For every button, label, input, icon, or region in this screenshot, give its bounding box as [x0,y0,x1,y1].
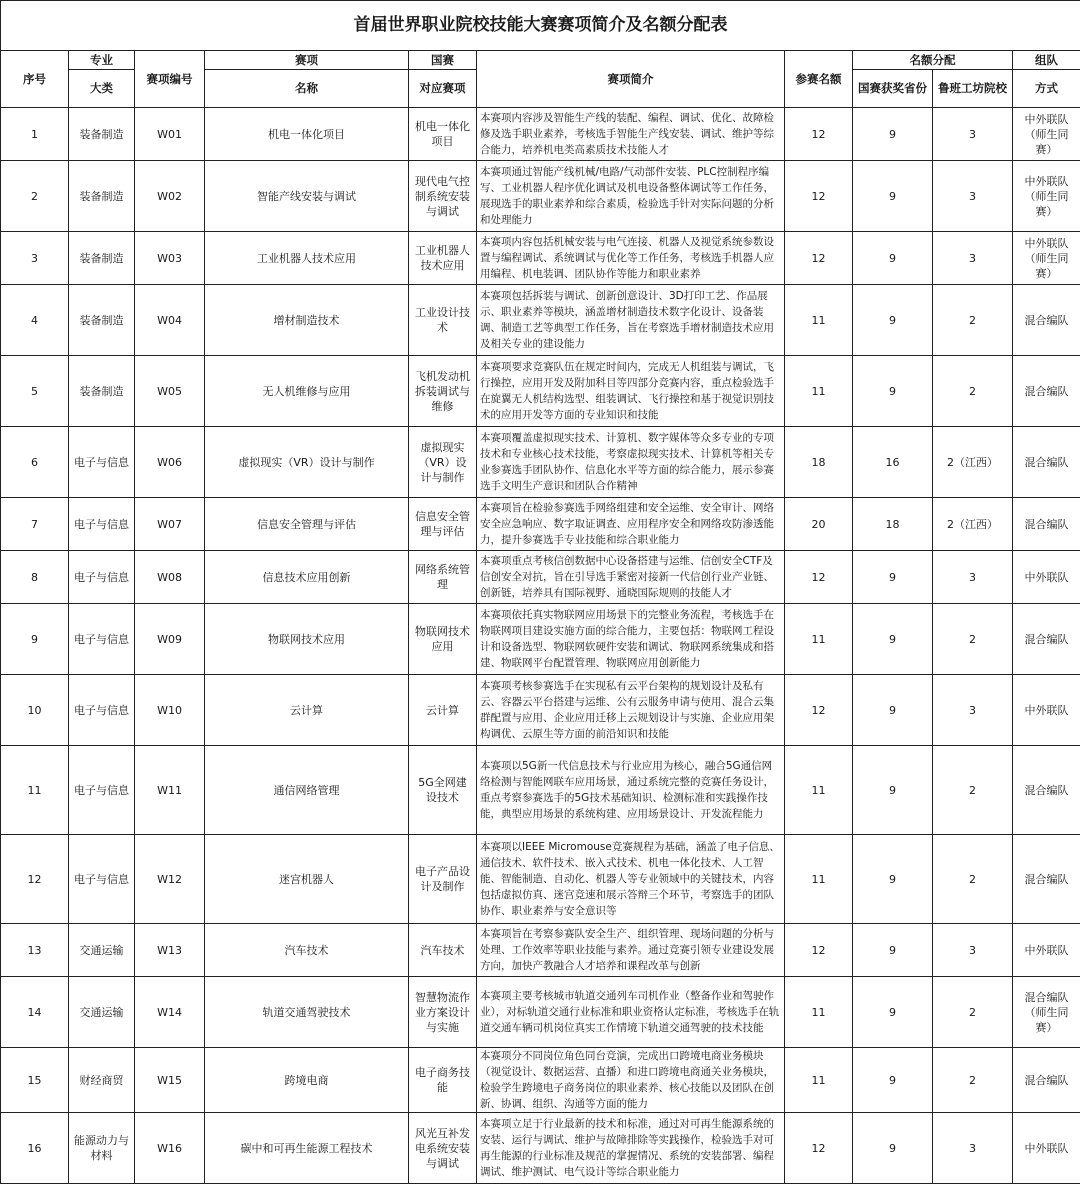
cell-quota-luban: 3 [933,924,1013,977]
cell-count: 12 [785,924,853,977]
cell-major: 装备制造 [69,285,135,356]
cell-major: 电子与信息 [69,746,135,835]
cell-seq: 3 [1,232,69,285]
cell-major: 装备制造 [69,232,135,285]
cell-code: W06 [135,427,205,498]
cell-quota-luban: 3 [933,551,1013,604]
cell-team: 混合编队 [1013,427,1080,498]
cell-name: 机电一体化项目 [205,108,409,161]
header-event-top: 赛项 [205,51,409,70]
cell-count: 11 [785,835,853,924]
cell-name: 轨道交通驾驶技术 [205,977,409,1048]
table-row [1,1113,1080,1184]
cell-major: 能源动力与材料 [69,1113,135,1184]
cell-national: 电子商务技能 [409,1048,477,1113]
cell-team: 中外联队（师生同赛） [1013,161,1080,232]
cell-national: 信息安全管理与评估 [409,498,477,551]
cell-major: 电子与信息 [69,604,135,675]
cell-major: 装备制造 [69,108,135,161]
cell-code: W13 [135,924,205,977]
cell-quota-national: 9 [853,604,933,675]
cell-quota-national: 9 [853,924,933,977]
cell-intro: 本赛项通过智能产线机械/电路/气动部件安装、PLC控制程序编写、工业机器人程序优化调试及机电设备整体调试等工作任务，展现选手的职业素养和综合素质，检验选手针对实际问题的分析和处理能力 [477,161,785,232]
header-quota: 名额分配 [853,51,1013,70]
cell-team: 混合编队 [1013,356,1080,427]
cell-name: 汽车技术 [205,924,409,977]
table-row [1,977,1080,1048]
cell-name: 增材制造技术 [205,285,409,356]
cell-national: 汽车技术 [409,924,477,977]
cell-major: 交通运输 [69,977,135,1048]
cell-name: 跨境电商 [205,1048,409,1113]
cell-national: 物联网技术应用 [409,604,477,675]
cell-code: W09 [135,604,205,675]
cell-team: 中外联队（师生同赛） [1013,108,1080,161]
header-national-top: 国赛 [409,51,477,70]
table-row [1,1048,1080,1113]
cell-major: 电子与信息 [69,551,135,604]
cell-count: 12 [785,108,853,161]
cell-team: 中外联队 [1013,551,1080,604]
cell-seq: 13 [1,924,69,977]
cell-quota-luban: 2 [933,285,1013,356]
cell-name: 虚拟现实（VR）设计与制作 [205,427,409,498]
cell-count: 11 [785,604,853,675]
table-row [1,427,1080,498]
cell-quota-national: 9 [853,977,933,1048]
cell-national: 云计算 [409,675,477,746]
table-row [1,232,1080,285]
cell-count: 12 [785,551,853,604]
cell-quota-national: 9 [853,746,933,835]
cell-name: 云计算 [205,675,409,746]
cell-intro: 本赛项要求竞赛队伍在规定时间内，完成无人机组装与调试，飞行操控，应用开发及附加科目等四部分竞赛内容，重点检验选手在旋翼无人机结构选型、组装调试、飞行操控和基于视觉识别技术的应用开发等方面的专业知识和技能 [477,356,785,427]
cell-count: 12 [785,1113,853,1184]
cell-quota-luban: 2 [933,356,1013,427]
cell-name: 信息技术应用创新 [205,551,409,604]
cell-count: 12 [785,232,853,285]
cell-intro: 本赛项内容涉及智能生产线的装配、编程、调试、优化、故障检修及选手职业素养，考核选手智能生产线安装、调试、维护等综合能力，培养机电类高素质技术技能人才 [477,108,785,161]
cell-team: 混合编队 [1013,498,1080,551]
table-row [1,356,1080,427]
cell-seq: 8 [1,551,69,604]
cell-code: W16 [135,1113,205,1184]
cell-team: 中外联队 [1013,675,1080,746]
cell-major: 装备制造 [69,161,135,232]
cell-quota-luban: 2（江西） [933,427,1013,498]
cell-name: 无人机维修与应用 [205,356,409,427]
cell-quota-national: 9 [853,108,933,161]
cell-count: 11 [785,356,853,427]
header-code: 赛项编号 [135,51,205,108]
cell-code: W10 [135,675,205,746]
cell-quota-luban: 3 [933,108,1013,161]
cell-intro: 本赛项主要考核城市轨道交通列车司机作业（整备作业和驾驶作业），对标轨道交通行业标准和职业资格认定标准，考核选手在轨道交通车辆司机岗位真实工作情境下轨道交通驾驶的技术技能 [477,977,785,1048]
header-intro: 赛项简介 [477,51,785,108]
table-row [1,675,1080,746]
cell-team: 混合编队 [1013,285,1080,356]
cell-intro: 本赛项分不同岗位角色同台竞演，完成出口跨境电商业务模块（视觉设计、数据运营、直播）和进口跨境电商通关业务模块，检验学生跨境电子商务岗位的职业素养、核心技能以及团队在创新、协调、组织、沟通等方面的能力 [477,1048,785,1113]
cell-name: 工业机器人技术应用 [205,232,409,285]
cell-quota-national: 9 [853,835,933,924]
cell-name: 碳中和可再生能源工程技术 [205,1113,409,1184]
cell-seq: 12 [1,835,69,924]
cell-code: W02 [135,161,205,232]
cell-team: 混合编队 [1013,604,1080,675]
cell-code: W07 [135,498,205,551]
cell-code: W11 [135,746,205,835]
cell-major: 交通运输 [69,924,135,977]
cell-seq: 16 [1,1113,69,1184]
cell-seq: 11 [1,746,69,835]
cell-quota-luban: 2 [933,1048,1013,1113]
cell-major: 电子与信息 [69,835,135,924]
cell-seq: 15 [1,1048,69,1113]
cell-count: 12 [785,675,853,746]
header-team-bottom: 方式 [1013,70,1080,108]
cell-code: W05 [135,356,205,427]
cell-seq: 7 [1,498,69,551]
header-major-top: 专业 [69,51,135,70]
cell-major: 电子与信息 [69,498,135,551]
cell-intro: 本赛项以IEEE Micromouse竞赛规程为基础，涵盖了电子信息、通信技术、软件技术、嵌入式技术、机电一体化技术、人工智能、智能制造、自动化、机器人等专业领域中的关键技术，内容包括虚拟仿真、迷宫竞速和展示答辩三个环节，考察选手的团队协作、职业素养与安全意识等 [477,835,785,924]
cell-team: 中外联队（师生同赛） [1013,232,1080,285]
cell-seq: 6 [1,427,69,498]
cell-national: 工业设计技术 [409,285,477,356]
cell-national: 飞机发动机拆装调试与维修 [409,356,477,427]
cell-intro: 本赛项以5G新一代信息技术与行业应用为核心，融合5G通信网络检测与智能网联车应用场景，通过系统完整的竞赛任务设计，重点考察参赛选手的5G技术基础知识、检测标准和实践操作技能，典型应用场景的系统构建、应用场景设计、开发流程能力 [477,746,785,835]
cell-intro: 本赛项覆盖虚拟现实技术、计算机、数字媒体等众多专业的专项技术和专业核心技术技能，考察虚拟现实技术、计算机等相关专业参赛选手团队协作、信息化水平等方面的综合能力，展示参赛选手文明生产意识和团队合作精神 [477,427,785,498]
cell-quota-national: 9 [853,1048,933,1113]
cell-quota-luban: 2 [933,835,1013,924]
cell-quota-national: 9 [853,1113,933,1184]
cell-national: 5G全网建设技术 [409,746,477,835]
cell-seq: 5 [1,356,69,427]
table-row [1,285,1080,356]
cell-code: W04 [135,285,205,356]
cell-national: 网络系统管理 [409,551,477,604]
cell-team: 混合编队 [1013,1048,1080,1113]
header-seq: 序号 [1,51,69,108]
header-event-bottom: 名称 [205,70,409,108]
cell-intro: 本赛项旨在检验参赛选手网络组建和安全运维、安全审计、网络安全应急响应、数字取证调查、应用程序安全和网络攻防渗透能力，提升参赛选手专业技能和综合职业能力 [477,498,785,551]
cell-intro: 本赛项包括拆装与调试、创新创意设计、3D打印工艺、作品展示、职业素养等模块，涵盖增材制造技术数字化设计、设备装调、制造工艺等典型工作任务，旨在考察选手增材制造技术应用及相关专业的建设能力 [477,285,785,356]
cell-intro: 本赛项考核参赛选手在实现私有云平台架构的规划设计及私有云、容器云平台搭建与运维、公有云服务申请与使用、混合云集群配置与应用、企业应用迁移上云规划设计与实施、企业应用架构调优、云原生等方面的前沿知识和技能 [477,675,785,746]
cell-quota-national: 18 [853,498,933,551]
cell-national: 机电一体化项目 [409,108,477,161]
cell-national: 虚拟现实（VR）设计与制作 [409,427,477,498]
cell-code: W14 [135,977,205,1048]
cell-quota-national: 9 [853,356,933,427]
cell-quota-luban: 2（江西） [933,498,1013,551]
cell-count: 12 [785,161,853,232]
cell-team: 中外联队 [1013,1113,1080,1184]
cell-quota-national: 16 [853,427,933,498]
table-row [1,924,1080,977]
header-team-top: 组队 [1013,51,1080,70]
table-row [1,551,1080,604]
cell-intro: 本赛项依托真实物联网应用场景下的完整业务流程，考核选手在物联网项目建设实施方面的综合能力，主要包括：物联网工程设计和设备选型、物联网软硬件安装和调试、物联网系统集成和搭建、物联网平台配置管理、物联网应用创新能力 [477,604,785,675]
table-row [1,108,1080,161]
table-title: 首届世界职业院校技能大赛赛项简介及名额分配表 [1,1,1080,51]
cell-code: W15 [135,1048,205,1113]
cell-code: W03 [135,232,205,285]
cell-major: 电子与信息 [69,675,135,746]
cell-seq: 4 [1,285,69,356]
cell-intro: 本赛项内容包括机械安装与电气连接、机器人及视觉系统参数设置与编程调试、系统调试与优化等工作任务，考核选手机器人应用编程、机电装调、团队协作等能力和职业素养 [477,232,785,285]
cell-quota-luban: 3 [933,161,1013,232]
cell-intro: 本赛项旨在考察参赛队安全生产、组织管理、现场问题的分析与处理、工作效率等职业技能与素养。通过竞赛引领专业建设发展方向，加快产教融合人才培养和课程改革与创新 [477,924,785,977]
table-row [1,498,1080,551]
cell-seq: 9 [1,604,69,675]
cell-count: 18 [785,427,853,498]
cell-seq: 14 [1,977,69,1048]
cell-count: 11 [785,1048,853,1113]
cell-code: W08 [135,551,205,604]
cell-quota-national: 9 [853,285,933,356]
cell-seq: 1 [1,108,69,161]
cell-team: 混合编队 [1013,835,1080,924]
cell-intro: 本赛项立足于行业最新的技术和标准，通过对可再生能源系统的安装、运行与调试、维护与故障排除等实践操作，检验选手对可再生能源的行业标准及规范的掌握情况、系统的安装部署、编程调试、维护测试、电气设计等综合职业能力 [477,1113,785,1184]
table-row [1,604,1080,675]
cell-count: 11 [785,285,853,356]
cell-national: 电子产品设计及制作 [409,835,477,924]
header-national-bottom: 对应赛项 [409,70,477,108]
table-row [1,746,1080,835]
cell-team: 混合编队 [1013,746,1080,835]
cell-quota-national: 9 [853,232,933,285]
cell-national: 智慧物流作业方案设计与实施 [409,977,477,1048]
cell-major: 财经商贸 [69,1048,135,1113]
cell-team: 混合编队（师生同赛） [1013,977,1080,1048]
cell-code: W01 [135,108,205,161]
cell-code: W12 [135,835,205,924]
cell-national: 工业机器人技术应用 [409,232,477,285]
cell-name: 迷宫机器人 [205,835,409,924]
table-row [1,835,1080,924]
cell-name: 信息安全管理与评估 [205,498,409,551]
cell-quota-national: 9 [853,675,933,746]
table-row [1,161,1080,232]
cell-quota-national: 9 [853,161,933,232]
header-count: 参赛名额 [785,51,853,108]
cell-national: 现代电气控制系统安装与调试 [409,161,477,232]
cell-major: 电子与信息 [69,427,135,498]
cell-quota-national: 9 [853,551,933,604]
cell-count: 11 [785,977,853,1048]
header-major-bottom: 大类 [69,70,135,108]
cell-intro: 本赛项重点考核信创数据中心设备搭建与运维、信创安全CTF及信创安全对抗，旨在引导选手紧密对接新一代信创行业产业链、创新链，培养具有国际视野、通晓国际规则的技能人才 [477,551,785,604]
cell-seq: 2 [1,161,69,232]
cell-team: 中外联队 [1013,924,1080,977]
cell-quota-luban: 3 [933,675,1013,746]
cell-name: 物联网技术应用 [205,604,409,675]
cell-name: 通信网络管理 [205,746,409,835]
cell-quota-luban: 2 [933,604,1013,675]
cell-major: 装备制造 [69,356,135,427]
cell-national: 风光互补发电系统安装与调试 [409,1113,477,1184]
header-quota-luban: 鲁班工坊院校 [933,70,1013,108]
header-quota-national: 国赛获奖省份 [853,70,933,108]
cell-quota-luban: 3 [933,1113,1013,1184]
cell-name: 智能产线安装与调试 [205,161,409,232]
cell-seq: 10 [1,675,69,746]
cell-count: 20 [785,498,853,551]
cell-quota-luban: 3 [933,232,1013,285]
cell-quota-luban: 2 [933,746,1013,835]
cell-count: 11 [785,746,853,835]
cell-quota-luban: 2 [933,977,1013,1048]
